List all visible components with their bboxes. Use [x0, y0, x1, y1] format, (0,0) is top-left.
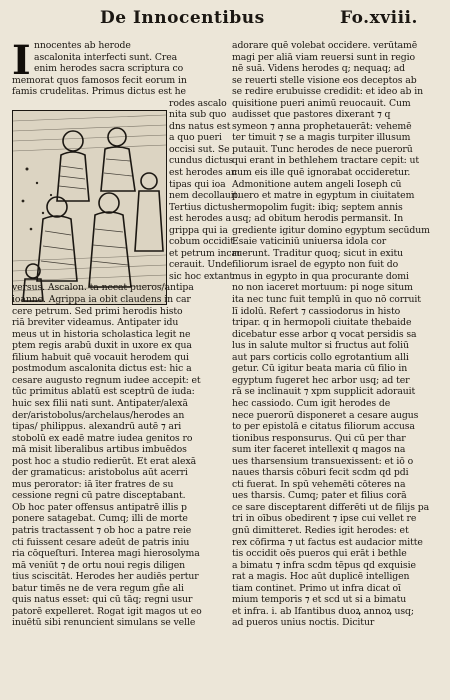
text-line: nem decollauit. [169, 190, 241, 202]
text-line: ad pueros unius noctis. Dicitur [232, 617, 375, 629]
text-line: et infra. i. ab Ifantibus duoꝝ annoꝝ usq; [232, 605, 414, 617]
text-line: hec cassiodo. Cum igit herodes de [232, 397, 391, 409]
text-line: ria cōqueſturi. Interea magi hierosolyma [12, 548, 200, 560]
text-line: occisi sut. Se [169, 143, 230, 155]
text-line: tiam continet. Primo ut infra dicat oī [232, 582, 401, 594]
text-line: tūc primitus ablatū est sceptrū de iuda: [12, 386, 195, 398]
text-line: tis occidit oēs pueros qui erāt i bethle [232, 548, 407, 560]
text-line: quis natus esset: qui cū tāq; regni usur [12, 594, 193, 606]
text-line: ptem regis arabū duxit in uxore ex qua [12, 340, 192, 352]
text-line: usq; ad obitum herodis permansit. In [232, 213, 404, 225]
text-line: se reuerti stelle visione eos deceptos ab [232, 74, 417, 86]
text-line: inuētū sibi renuncient simulans se velle [12, 617, 196, 629]
text-line: rex cōfirma ⁊ ut factus est audacior mitte [232, 536, 423, 548]
text-line: filiorum israel de egypto non fuit do [232, 259, 399, 271]
text-line: ce sare disceptarent differēti ut de filijs pa [232, 501, 430, 513]
right-text-column [232, 40, 440, 629]
text-line: patorē expelleret. Rogat igit magos ut eo [12, 605, 202, 617]
text-line: Tertius dictus [169, 201, 233, 213]
text-line: ruerunt. Traditur quoq; sicut in exitu [232, 247, 403, 259]
text-line: sum iter faceret intellexit q magos na [232, 444, 406, 456]
text-line: enim herodes sacra scriptura co [34, 63, 184, 75]
text-line: getur. Cū igitur beata maria cū filio in [232, 363, 408, 375]
text-line: grediente igitur domino egyptum secūdum [232, 224, 430, 236]
text-line: cum eis ille quē ignorabat occideretur. [232, 167, 411, 179]
text-line: se redire erubuisse credidit: et ideo ab in [232, 86, 423, 98]
text-line: ita nec tunc fuit templū in quo nō corruit [232, 294, 421, 306]
text-line: lus in salute multor si fructus aut foliū [232, 340, 409, 352]
text-line: meus ut in historia scholastica legit ne [12, 328, 191, 340]
text-line: tipas qui ioa [169, 178, 226, 190]
text-line: ues tharsensium transuexissent: et iō o [232, 455, 414, 467]
text-line: nece puerorū disponeret a cesare augus [232, 409, 419, 421]
text-line: rat a magis. Hoc aūt duplicē intelligen [232, 571, 410, 583]
text-line: grippa qui ia [169, 224, 228, 236]
text-line: stobolū ex eadē matre iudea genitos ro [12, 432, 193, 444]
text-line: a bimatu ⁊ infra scdm tēpus qd exquisie [232, 559, 416, 571]
text-line: cobum occidit [169, 236, 234, 248]
text-line: famis crudelitas. Primus dictus est he [12, 86, 186, 98]
text-line: naues tharsis cōburi fecit scdm qd pdi [232, 467, 409, 479]
text-line: quisitione pueri animū reuocauit. Cum [232, 97, 411, 109]
text-line: Esaie vaticiniū uniuersa idola cor [232, 236, 387, 248]
running-header [0, 8, 450, 34]
text-line: ter timuit ⁊ se a magis turpiter illusum [232, 132, 411, 144]
text-line: patris tractassent ⁊ ob hoc a patre reie [12, 524, 192, 536]
text-line: cerauit. Unde [169, 259, 233, 271]
text-line: cessione regni cū patre disceptabant. [12, 490, 186, 502]
text-line: dicebatur esse arbor q vocat persidis sa [232, 328, 417, 340]
text-line: aut pars corticis collo egrotantium alli [232, 351, 409, 363]
text-line: magi per aliā viam reuersi sunt in regio [232, 51, 416, 63]
text-line: egyptum fugeret hec arbor usq; ad ter [232, 374, 410, 386]
text-line: to per epistolā e citatus filiorum accusa [232, 421, 415, 433]
text-line: ascalonita interfecti sunt. Crea [34, 51, 178, 63]
text-line: a quo pueri [169, 132, 222, 144]
text-line: audisset que pastores dixerant ⁊ q [232, 109, 391, 121]
text-line: cesare augusto regnum iudee accepit: et [12, 374, 201, 386]
text-line: der gramaticus: aristobolus aūt acerri [12, 467, 188, 479]
text-line: tripar. q in hermopoli ciuitate thebaide [232, 317, 412, 329]
text-line: tius sciscitāt. Herodes her audiēs pertur [12, 571, 199, 583]
text-line: rā se inclinauit ⁊ xpm supplicit adorauit [232, 386, 416, 398]
text-line: riā breviter videamus. Antipater idu [12, 317, 179, 329]
text-line: nita sub quo [169, 109, 227, 121]
folio-number: Fo.xviii. [340, 8, 418, 28]
text-line: dns natus est [169, 120, 231, 132]
text-line: no non iaceret mortuum: pi noge situm [232, 282, 413, 294]
text-line: lī idolū. Refert ⁊ cassiodorus in histo [232, 305, 401, 317]
text-line: tionibus responsurus. Qui cū per thar [232, 432, 406, 444]
text-line: sic hoc extant [169, 270, 234, 282]
text-line: est herodes a [169, 213, 231, 225]
text-line: mā veniūt ⁊ de ortu noui regis diligen [12, 559, 186, 571]
text-line: postmodum ascalonita dictus est: hic a [12, 363, 192, 375]
text-line: rodes ascalo [169, 97, 227, 109]
text-line: puero et matre in egyptum in ciuitatem [232, 190, 415, 202]
text-line: adorare quē volebat occidere. verūtamē [232, 40, 418, 51]
text-line: der/aristobolus/archelaus/herodes an [12, 409, 185, 421]
text-line: versus. Ascalon. ta necat pueros/antipa [12, 282, 194, 294]
text-line: mus perorator: iā īter fratres de su [12, 478, 174, 490]
text-line: symeon ⁊ anna prophetauerāt: vehemē [232, 120, 412, 132]
text-line: cere petrum. Sed primi herodis histo [12, 305, 183, 317]
chapter-title: De Innocentibus [100, 8, 265, 28]
text-line: cti fuerat. In spū vehemēti cōteres na [232, 478, 406, 490]
text-line: mus in egypto in qua procurante domi [232, 270, 409, 282]
text-line: putauit. Tunc herodes de nece puerorū [232, 143, 413, 155]
text-line: est herodes an [169, 167, 237, 179]
text-line: ponere satagebat. Cumq; illi de morte [12, 513, 188, 525]
text-line: Ob hoc pater offensus antipatrē illis p [12, 501, 187, 513]
text-line: et petrum incar [169, 247, 242, 259]
text-line: batur timēs ne de vera regum gñe ali [12, 582, 184, 594]
text-line: qui erant in bethlehem tractare cepit: ut [232, 155, 420, 167]
drop-cap-initial: I [12, 37, 31, 84]
text-line: ioanne. Agrippa ia obit claudens in car [12, 294, 191, 306]
text-line: nnocentes ab herode [34, 40, 131, 51]
text-line: nē suā. Videns herodes q; nequaq; ad [232, 63, 406, 75]
text-line: post hoc a studio redierūt. Et erat alexā [12, 455, 197, 467]
text-line: tipas/ philippus. alexandrū autē ⁊ ari [12, 421, 182, 433]
text-line: memorat quos famosos fecit eorum in [12, 74, 187, 86]
text-line: mium temporis ⁊ et scd ut si a bimatu [232, 594, 407, 606]
text-line: cundus dictus [169, 155, 234, 167]
text-line: mā misit liberalibus artibus imbuēdos [12, 444, 187, 456]
text-line: Admonitione autem angeli Ioseph cū [232, 178, 402, 190]
text-line: hermopolim fugit: ibiq; septem annis [232, 201, 403, 213]
left-text-column [12, 37, 242, 629]
text-line: tri in oībus obedirent ⁊ ipse cui vellet re [232, 513, 417, 525]
text-line: filium habuit quē vocauit herodem qui [12, 351, 189, 363]
text-line: gnū dimitteret. Redies igit herodes: et [232, 524, 409, 536]
text-line: ues tharsis. Cumq; pater et filius corā [232, 490, 407, 502]
text-line: huic sex filii nati sunt. Antipater/alexā [12, 397, 188, 409]
text-line: cti fuissent cesare adeūt de patris iniu [12, 536, 190, 548]
